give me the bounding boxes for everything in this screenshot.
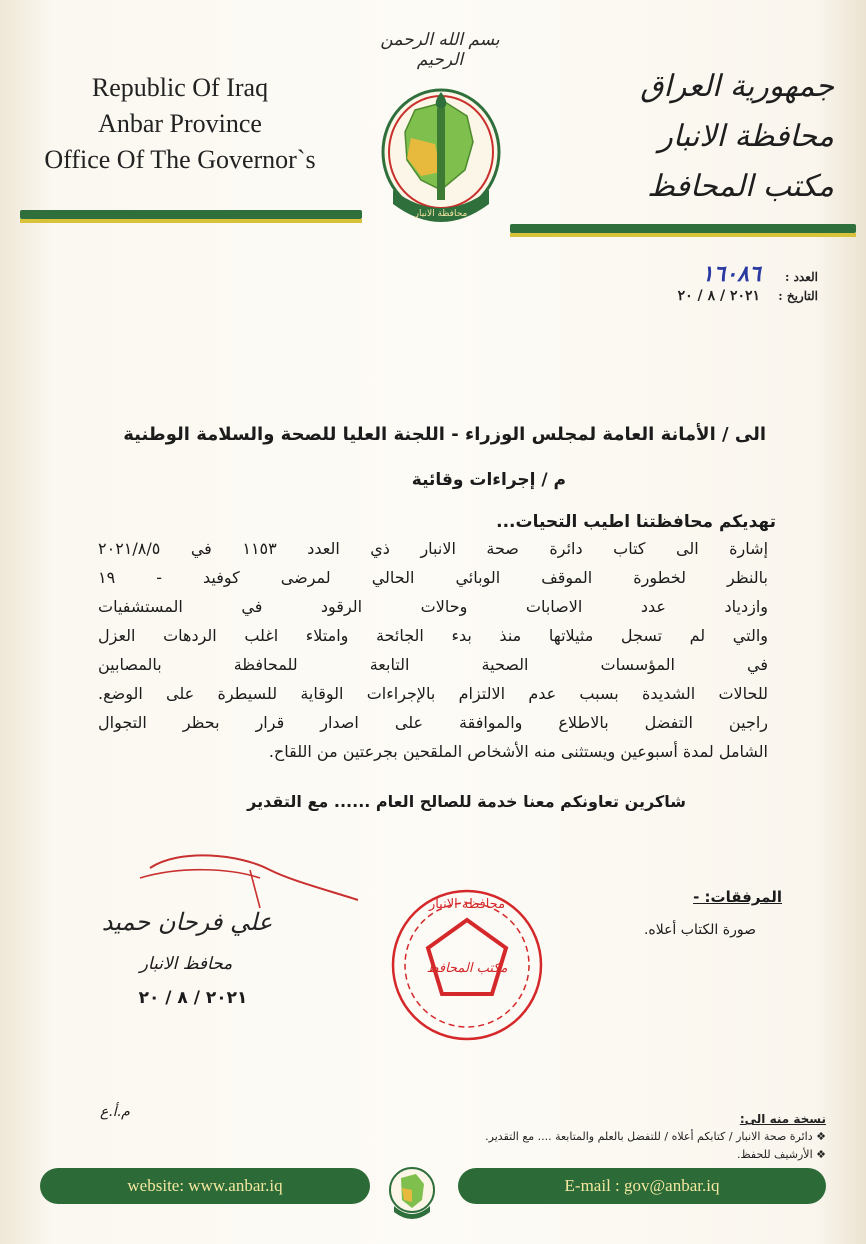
body-line: بالنظر لخطورة الموقف الوبائي الحالي لمرضى كوفيد - ١٩	[98, 568, 768, 587]
addressee: الى / الأمانة العامة لمجلس الوزراء - اللجنة العليا للصحة والسلامة الوطنية	[123, 424, 766, 445]
basmala: بسم الله الرحمن الرحيم	[380, 30, 500, 70]
header-divider-left	[20, 210, 362, 219]
subject: م / إجراءات وقائية	[411, 470, 566, 490]
ar-header-line: جمهورية العراق	[640, 69, 834, 104]
signature-date: ٢٠٢١ / ٨ / ٢٠	[138, 988, 248, 1008]
body-line: للحالات الشديدة بسبب عدم الالتزام بالإجراءات الوقاية للسيطرة على الوضع.	[98, 684, 768, 703]
body-line: الشامل لمدة أسبوعين ويستثنى منه الأشخاص الملقحين بجرعتين من اللقاح.	[268, 742, 768, 761]
reference-number-row	[702, 262, 818, 287]
footer-website[interactable]: website: www.anbar.iq	[127, 1176, 283, 1195]
copies-item-text: دائرة صحة الانبار / كتابكم أعلاه / للتفضل بالعلم والمتابعة .... مع التقدير.	[485, 1130, 813, 1143]
greeting: تهديكم محافظتنا اطيب التحيات...	[496, 512, 776, 532]
ar-header-line: مكتب المحافظ	[647, 169, 834, 204]
copies-item: ❖ الأرشيف للحفظ.	[736, 1148, 826, 1161]
footer-logo	[386, 1164, 438, 1220]
reference-date-value: ٢٠٢١ / ٨ / ٢٠	[677, 288, 761, 304]
signature-title: محافظ الانبار	[139, 954, 233, 974]
copies-item-text: الأرشيف للحفظ.	[736, 1148, 813, 1161]
body-line: إشارة الى كتاب دائرة صحة الانبار ذي العدد ١١٥٣ في ٢٠٢١/٨/٥	[98, 539, 769, 558]
reference-number-label: العدد :	[784, 270, 818, 284]
copies-label: نسخة منه الى:	[739, 1112, 826, 1126]
en-header	[0, 70, 360, 178]
anbar-province-logo	[375, 80, 507, 232]
attachments-label: المرفقات: -	[693, 888, 782, 906]
en-header-line: Republic Of Iraq	[91, 73, 269, 102]
reference-date-row	[678, 288, 818, 304]
governor-office-stamp	[376, 880, 558, 1050]
ar-header	[564, 62, 834, 212]
en-header-line: Office Of The Governor`s	[44, 145, 316, 174]
body-line: وازدياد عدد الاصابات وحالات الرقود في المستشفيات	[98, 597, 768, 616]
body-line: في المؤسسات الصحية التابعة للمحافظة بالمصابين	[98, 655, 768, 674]
footer-website-bar	[40, 1168, 370, 1204]
stamp-outer-text: محافظة الانبار	[428, 897, 506, 912]
signature-name: علي فرحان حميد	[101, 908, 273, 936]
attachments-item: صورة الكتاب أعلاه.	[643, 922, 756, 938]
copies-item: ❖ دائرة صحة الانبار / كتابكم أعلاه / للتفضل بالعلم والمتابعة .... مع التقدير.	[485, 1130, 826, 1143]
stamp-inner-text: مكتب المحافظ	[426, 961, 508, 976]
body-line: راجين التفضل بالاطلاع والموافقة على اصدار قرار بحظر التجوال	[98, 713, 768, 732]
body-line: والتي لم تسجل مثيلاتها منذ بدء الجائحة وامتلاء اغلب الردهات العزل	[98, 626, 768, 645]
footer-email-bar	[458, 1168, 826, 1204]
header-divider-right	[510, 224, 856, 233]
ar-header-line: محافظة الانبار	[658, 119, 834, 154]
logo-label: محافظة الانبار	[414, 209, 468, 219]
reference-date-label: التاريخ :	[778, 289, 818, 303]
closing-line: شاكرين تعاونكم معنا خدمة للصالح العام ...... مع التقدير	[247, 792, 686, 811]
clerk-initials: م.أ.ع	[100, 1104, 130, 1120]
reference-number-value: ١٦٠٨٦	[701, 262, 761, 287]
footer-email[interactable]: E-mail : gov@anbar.iq	[564, 1176, 720, 1195]
en-header-line: Anbar Province	[98, 109, 262, 138]
